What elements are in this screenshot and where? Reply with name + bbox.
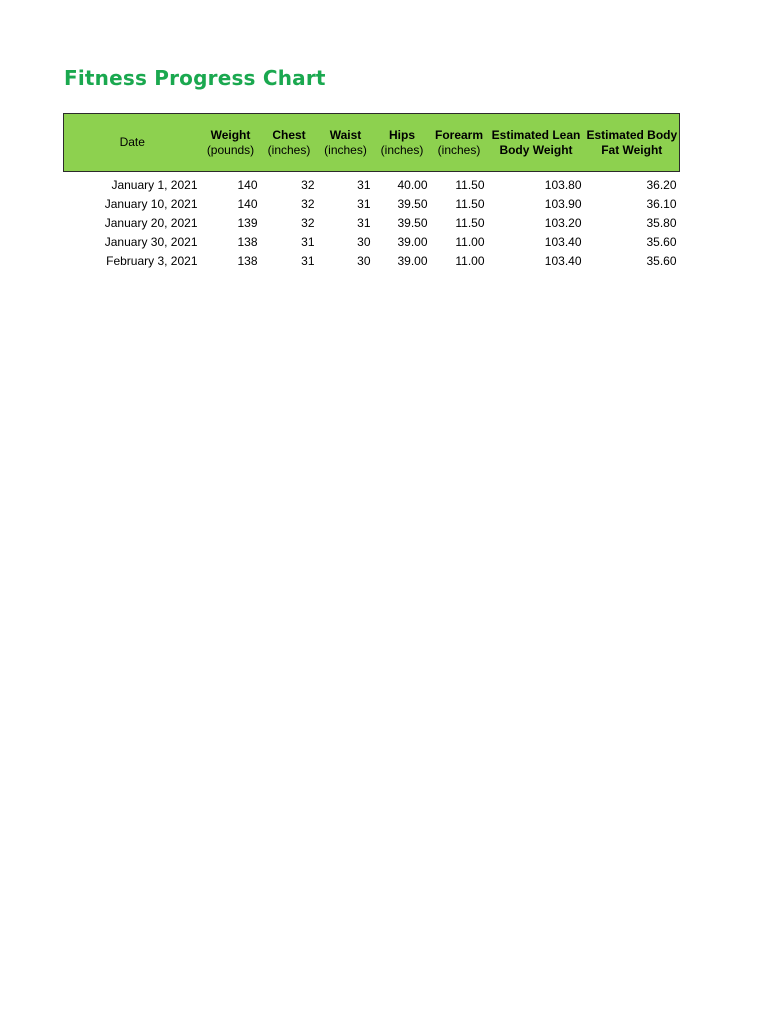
cell-forearm: 11.00	[455, 234, 485, 249]
header-waist-label: Waist	[329, 127, 362, 142]
table-row	[64, 172, 680, 195]
header-forearm	[431, 114, 488, 172]
cell-fat-weight: 36.20	[646, 177, 677, 192]
header-waist	[318, 114, 374, 172]
cell-chest: 31	[301, 253, 315, 268]
header-forearm-label: Forearm	[434, 127, 484, 142]
cell-lean-weight: 103.40	[544, 253, 582, 268]
cell-weight: 140	[237, 177, 258, 192]
cell-date: January 30, 2021	[104, 234, 198, 249]
table-row	[64, 232, 680, 251]
header-lean-line2: Body Weight	[499, 142, 573, 157]
header-hips	[374, 114, 431, 172]
cell-date: January 1, 2021	[111, 177, 198, 192]
cell-hips: 40.00	[397, 177, 428, 192]
fitness-table	[63, 113, 680, 270]
header-hips-unit: (inches)	[380, 142, 424, 157]
cell-date: January 20, 2021	[104, 215, 198, 230]
header-weight-unit: (pounds)	[206, 142, 255, 157]
cell-fat-weight: 35.80	[646, 215, 677, 230]
header-chest-unit: (inches)	[267, 142, 311, 157]
header-hips-label: Hips	[388, 127, 415, 142]
cell-fat-weight: 36.10	[646, 196, 677, 211]
cell-fat-weight: 35.60	[646, 234, 677, 249]
header-row	[64, 114, 680, 172]
cell-chest: 31	[301, 234, 315, 249]
header-estimated-body-fat-weight	[585, 114, 680, 172]
header-weight	[201, 114, 261, 172]
cell-waist: 31	[357, 215, 371, 230]
cell-weight: 138	[237, 253, 258, 268]
header-chest	[261, 114, 318, 172]
page-title: Fitness Progress Chart	[64, 66, 326, 90]
table-row	[64, 213, 680, 232]
cell-forearm: 11.00	[455, 253, 485, 268]
cell-fat-weight: 35.60	[646, 253, 677, 268]
cell-weight: 138	[237, 234, 258, 249]
cell-forearm: 11.50	[455, 215, 485, 230]
cell-weight: 140	[237, 196, 258, 211]
cell-forearm: 11.50	[455, 196, 485, 211]
cell-lean-weight: 103.40	[544, 234, 582, 249]
cell-hips: 39.00	[397, 253, 428, 268]
cell-weight: 139	[237, 215, 258, 230]
header-chest-label: Chest	[272, 127, 306, 142]
header-forearm-unit: (inches)	[437, 142, 481, 157]
cell-waist: 30	[357, 253, 371, 268]
cell-lean-weight: 103.20	[544, 215, 582, 230]
cell-lean-weight: 103.90	[544, 196, 582, 211]
cell-chest: 32	[301, 215, 315, 230]
table-row	[64, 194, 680, 213]
cell-hips: 39.00	[397, 234, 428, 249]
cell-forearm: 11.50	[455, 177, 485, 192]
header-fat-line2: Fat Weight	[601, 142, 663, 157]
header-date	[64, 114, 201, 172]
header-lean-line1: Estimated Lean	[491, 127, 581, 142]
header-date-label: Date	[119, 135, 145, 149]
cell-date: February 3, 2021	[106, 253, 198, 268]
cell-waist: 30	[357, 234, 371, 249]
table-row	[64, 251, 680, 270]
cell-chest: 32	[301, 196, 315, 211]
header-weight-label: Weight	[210, 127, 251, 142]
cell-waist: 31	[357, 177, 371, 192]
cell-waist: 31	[357, 196, 371, 211]
cell-chest: 32	[301, 177, 315, 192]
header-fat-line1: Estimated Body	[586, 127, 678, 142]
header-estimated-lean-body-weight	[488, 114, 585, 172]
cell-hips: 39.50	[397, 196, 428, 211]
header-waist-unit: (inches)	[324, 142, 367, 157]
cell-date: January 10, 2021	[104, 196, 198, 211]
cell-hips: 39.50	[397, 215, 428, 230]
cell-lean-weight: 103.80	[544, 177, 582, 192]
